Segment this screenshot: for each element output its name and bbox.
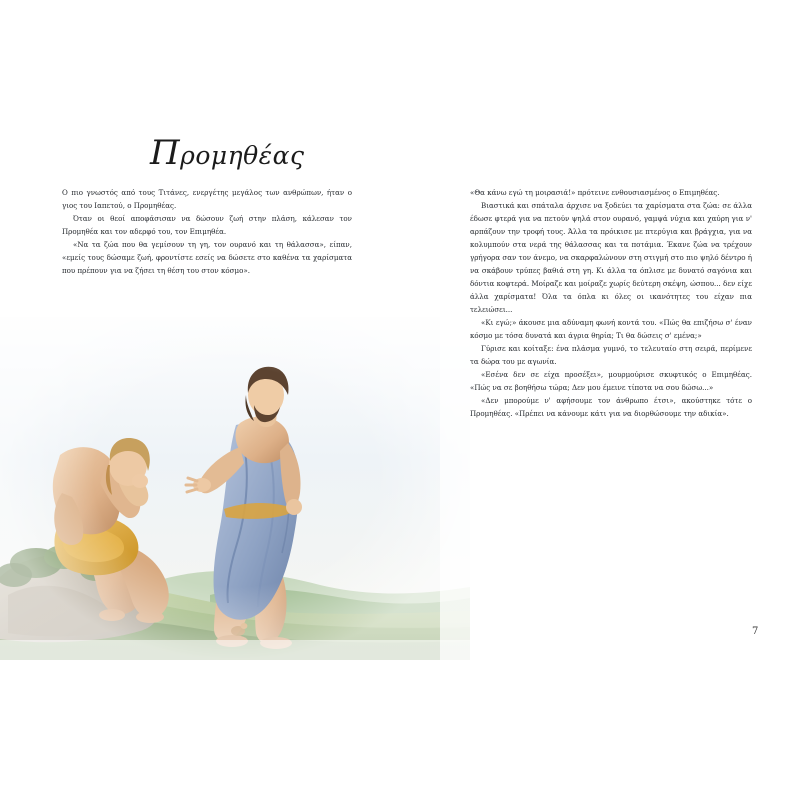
paragraph: «Δεν μπορούμε ν' αφήσουμε τον άνθρωπο έτσι», ακούστηκε τότε ο Προμηθέας. «Πρέπει να κάνουμε κάτι για να διορθώσουμε την αδικία». bbox=[470, 396, 752, 418]
right-text-column bbox=[470, 186, 752, 420]
title-rest: ρομηθέας bbox=[180, 141, 305, 170]
title-dropcap: Π bbox=[150, 133, 181, 173]
left-text-column bbox=[62, 186, 352, 277]
paragraph: Όταν οι θεοί αποφάσισαν να δώσουν ζωή στην πλάση, κάλεσαν τον Προμηθέα και τον αδερφό του, τον Επιμηθέα. bbox=[62, 214, 352, 236]
paragraph: Ο πιο γνωστός από τους Τιτάνες, ενεργέτης μεγάλος των ανθρώπων, ήταν ο γιος του Ιαπετού, ο Προμηθέας. bbox=[62, 188, 352, 210]
page-title bbox=[150, 133, 480, 173]
paragraph: «Θα κάνω εγώ τη μοιρασιά!» πρότεινε ενθουσιασμένος ο Επιμηθέας. bbox=[470, 188, 720, 197]
paragraph: Γύρισε και κοίταξε: ένα πλάσμα γυμνό, το τελευταίο στη σειρά, περίμενε τα δώρα του με αγωνία. bbox=[470, 344, 752, 366]
paragraph: «Εσένα δεν σε είχα προσέξει», μουρμούρισε σκυφτικός ο Επιμηθέας. «Πώς να σε βοηθήσω τώρα; Δεν μου έμεινε τίποτα να σου δώσω...» bbox=[470, 370, 752, 392]
paragraph: «Να τα ζώα που θα γεμίσουν τη γη, τον ουρανό και τη θάλασσα», είπαν, «εμείς τους δώσαμε ζωή, φροντίστε εσείς να δώσετε στο καθένα τα χαρίσματα που πρέπουν για να ζήσει τη θέση του στον κόσμο». bbox=[62, 240, 352, 275]
paragraph: Βιαστικά και σπάταλα άρχισε να ξοδεύει τα χαρίσματα στα ζώα: σε άλλα έδωσε φτερά για να πετούν ψηλά στον ουρανό, γαμψά νύχια και χαύρη για ν' αρπάζουν την τροφή τους. Άλλα τα πρόικισε με πτερύγια και βράγχια, για να κολυμπούν στα νερά της θάλασσας και τα ποτάμια. Έκανε ζώα να τρέχουν γρήγορα σαν τον άνεμο, να σκαρφαλώνουν στη στιγμή στο πιο ψηλό δέντρο ή να σκάβουν τρύπες βαθιά στη γη. Κι άλλα τα όπλισε με δυνατό σαγόνια και δόντια κοφτερά. Μοίραζε και μοίραζε χωρίς δεύτερη σκέψη, ώσπου... δεν είχε άλλα χαρίσματα! Όλα τα όπλα κι όλες οι ικανότητες του είχαν πια τελειώσει... bbox=[470, 201, 753, 314]
paragraph: «Κι εγώ;» άκουσε μια αδύναμη φωνή κοντά του. «Πώς θα επιζήσω σ' έναν κόσμο με τόσα δυνατά και άγρια θηρία; Τι θα δώσεις σ' εμένα;» bbox=[470, 318, 752, 340]
page-number: 7 bbox=[752, 626, 759, 637]
prometheus-epimetheus-illustration bbox=[0, 295, 470, 660]
